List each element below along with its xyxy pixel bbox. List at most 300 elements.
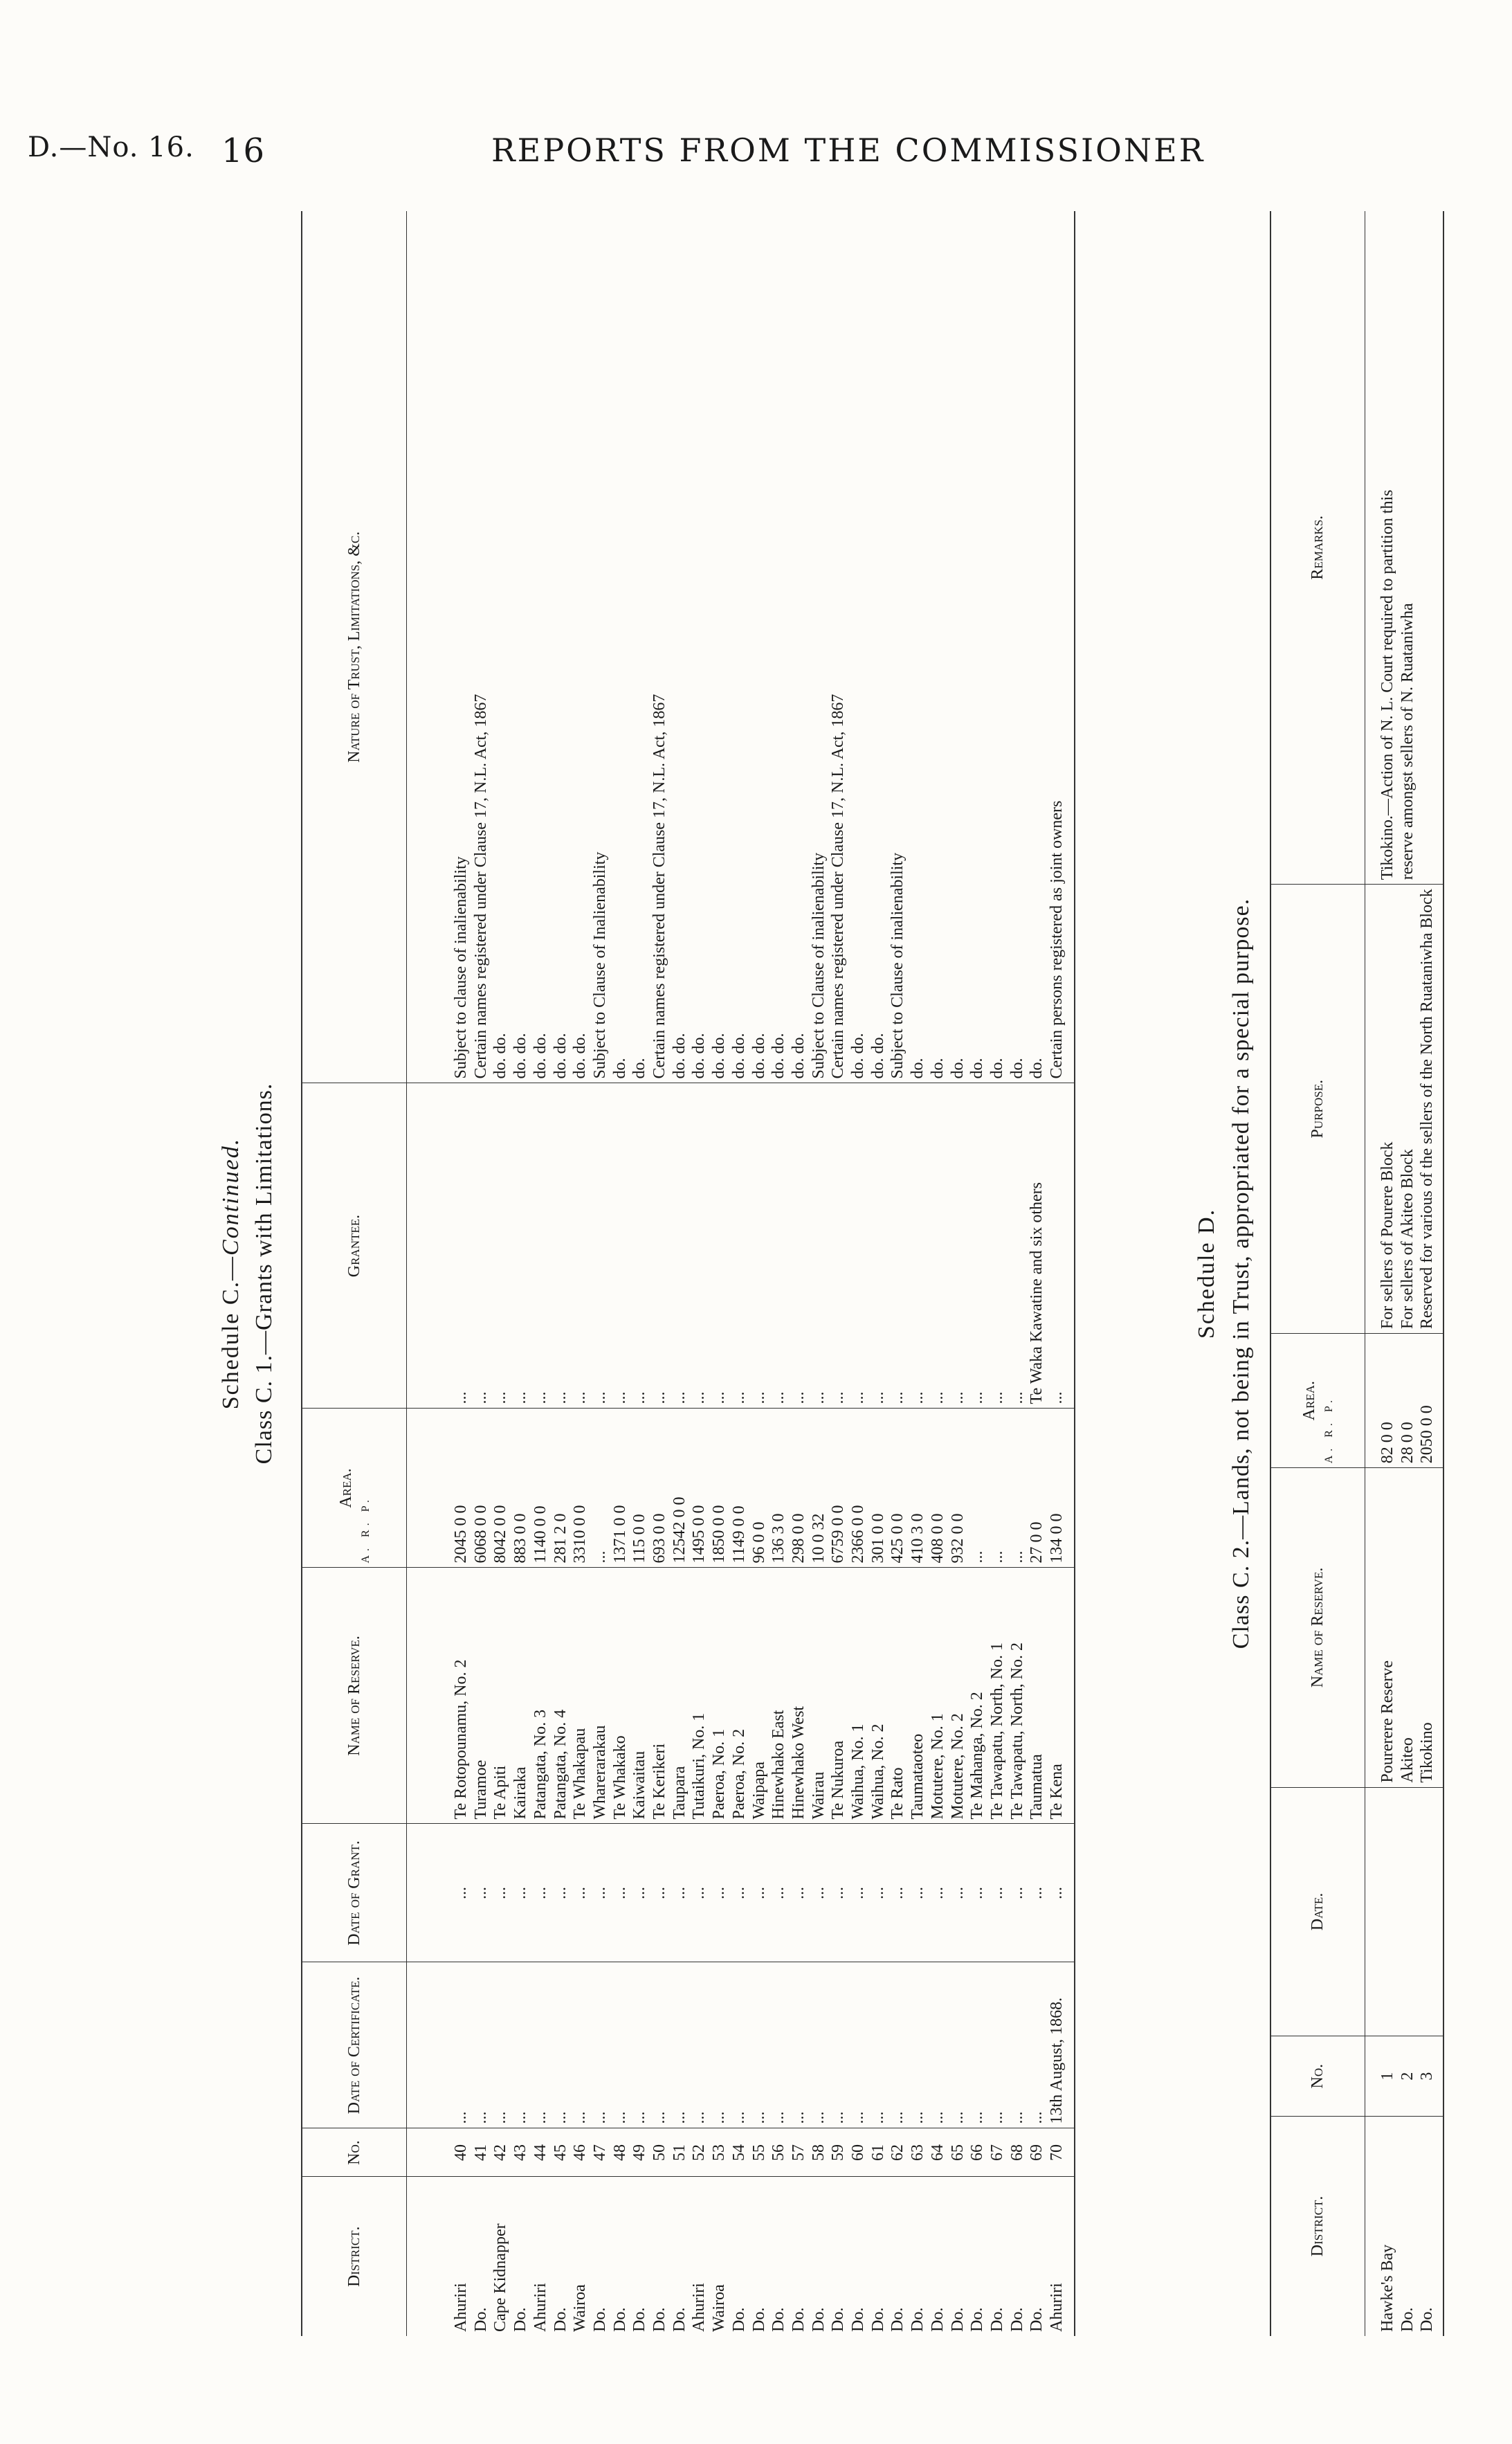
- cell-reserve: Taupara: [670, 1568, 690, 1824]
- cell-purpose: For sellers of Akiteo Block: [1398, 885, 1418, 1334]
- cell-area: 6759 0 0: [828, 1409, 848, 1568]
- cell-nature: Certain names registered under Clause 17, N.L. Act, 1867: [828, 211, 848, 1083]
- cell-no: 57: [789, 2128, 809, 2177]
- cell-no: 49: [630, 2128, 650, 2177]
- cell-reserve: Paeroa, No. 2: [729, 1568, 749, 1824]
- cell-cert: ...: [868, 1962, 889, 2128]
- table-row: [1417, 211, 1443, 2336]
- table-row: [1047, 211, 1075, 2336]
- cell-area: 281 2 0: [551, 1409, 571, 1568]
- cell-area: 12542 0 0: [670, 1409, 690, 1568]
- cell-district: Do.: [849, 2307, 868, 2332]
- cell-no: 68: [1008, 2128, 1028, 2177]
- cell-grant: ...: [531, 1824, 551, 1962]
- area-units: A. R. P.: [1323, 1395, 1335, 1464]
- cell-grantee: ...: [749, 1083, 769, 1409]
- cell-nature: do. do.: [689, 211, 709, 1083]
- cell-cert: ...: [908, 1962, 928, 2128]
- cell-grantee: Te Waka Kawatine and six others: [1027, 1083, 1047, 1409]
- table-row: [650, 211, 670, 2336]
- cell-purpose: For sellers of Pourere Block: [1365, 885, 1398, 1334]
- cell-grantee: ...: [848, 1083, 868, 1409]
- cell-district: Do.: [968, 2307, 987, 2332]
- cell-reserve: Kaiwaitau: [630, 1568, 650, 1824]
- cell-area: 1149 0 0: [729, 1409, 749, 1568]
- cell-nature: do. do.: [670, 211, 690, 1083]
- cell-area: 3310 0 0: [570, 1409, 590, 1568]
- cell-grant: ...: [1047, 1824, 1075, 1962]
- cell-area: 2045 0 0: [407, 1409, 471, 1568]
- table-row: [689, 211, 709, 2336]
- cell-district: Ahuriri: [1048, 2283, 1066, 2332]
- cell-nature: do. do.: [749, 211, 769, 1083]
- cell-nature: do. do.: [769, 211, 789, 1083]
- schedule-c-title: Schedule C.—Continued.: [218, 1137, 244, 1410]
- cell-grant: ...: [1027, 1824, 1047, 1962]
- table-row: [828, 211, 848, 2336]
- cell-area: 115 0 0: [630, 1409, 650, 1568]
- cell-date: [1365, 1787, 1398, 2036]
- cell-grantee: ...: [650, 1083, 670, 1409]
- cell-grantee: ...: [407, 1083, 471, 1409]
- table-row: [590, 211, 610, 2336]
- cell-reserve: Wairau: [809, 1568, 829, 1824]
- cell-grant: ...: [967, 1824, 987, 1962]
- cell-district: Do.: [889, 2307, 907, 2332]
- cell-district: Do.: [868, 2307, 887, 2332]
- cell-date: [1417, 1787, 1443, 2036]
- cell-nature: do. do.: [491, 211, 511, 1083]
- cell-reserve: Waihua, No. 1: [848, 1568, 868, 1824]
- cell-no: 43: [511, 2128, 531, 2177]
- schedule-d-title: Schedule D.: [1194, 1208, 1219, 1339]
- cell-district: Do.: [1008, 2307, 1026, 2332]
- cell-cert: ...: [948, 1962, 968, 2128]
- cell-cert: ...: [650, 1962, 670, 2128]
- cell-nature: do. do.: [848, 211, 868, 1083]
- col-no: No.: [302, 2128, 407, 2177]
- cell-no: 65: [948, 2128, 968, 2177]
- table-row: [729, 211, 749, 2336]
- cell-area: 82 0 0: [1365, 1334, 1398, 1468]
- cell-area: 10 0 32: [809, 1409, 829, 1568]
- cell-cert: ...: [670, 1962, 690, 2128]
- cell-grantee: ...: [590, 1083, 610, 1409]
- cell-nature: do. do.: [531, 211, 551, 1083]
- col-grantee: Grantee.: [302, 1083, 407, 1409]
- col-no: No.: [1270, 2036, 1365, 2116]
- cell-grant: ...: [570, 1824, 590, 1962]
- cell-grantee: ...: [610, 1083, 630, 1409]
- cell-no: 62: [888, 2128, 908, 2177]
- cell-nature: do. do.: [868, 211, 889, 1083]
- cell-no: 56: [769, 2128, 789, 2177]
- cell-cert: ...: [630, 1962, 650, 2128]
- cell-no: 52: [689, 2128, 709, 2177]
- cell-area: ...: [1008, 1409, 1028, 1568]
- cell-reserve: Patangata, No. 4: [551, 1568, 571, 1824]
- cell-grant: ...: [729, 1824, 749, 1962]
- table-row: [709, 211, 729, 2336]
- table-row: [948, 211, 968, 2336]
- cell-cert: ...: [809, 1962, 829, 2128]
- cell-grant: ...: [928, 1824, 948, 1962]
- cell-reserve: Hinewhako East: [769, 1568, 789, 1824]
- cell-grantee: ...: [709, 1083, 729, 1409]
- cell-no: 61: [868, 2128, 889, 2177]
- cell-no: 2: [1398, 2036, 1418, 2116]
- cell-grantee: ...: [868, 1083, 889, 1409]
- cell-district: Wairoa: [710, 2284, 729, 2332]
- cell-nature: do. do.: [729, 211, 749, 1083]
- cell-cert: ...: [407, 1962, 471, 2128]
- cell-area: 6068 0 0: [471, 1409, 491, 1568]
- table-row: [848, 211, 868, 2336]
- cell-area: 134 0 0: [1047, 1409, 1075, 1568]
- cell-district: Do.: [1398, 2307, 1417, 2332]
- cell-reserve: Patangata, No. 3: [531, 1568, 551, 1824]
- cell-area: 932 0 0: [948, 1409, 968, 1568]
- schedule-c-header-row: [302, 211, 407, 2336]
- cell-grantee: ...: [531, 1083, 551, 1409]
- cell-area: 1371 0 0: [610, 1409, 630, 1568]
- cell-cert: ...: [491, 1962, 511, 2128]
- cell-no: 63: [908, 2128, 928, 2177]
- cell-no: 69: [1027, 2128, 1047, 2177]
- cell-district: Do.: [471, 2307, 490, 2332]
- table-row: [570, 211, 590, 2336]
- cell-cert: ...: [888, 1962, 908, 2128]
- cell-area: 136 3 0: [769, 1409, 789, 1568]
- table-row: [630, 211, 650, 2336]
- cell-area: 1140 0 0: [531, 1409, 551, 1568]
- cell-area: ...: [590, 1409, 610, 1568]
- cell-area: 27 0 0: [1027, 1409, 1047, 1568]
- table-row: [987, 211, 1008, 2336]
- table-row: [511, 211, 531, 2336]
- cell-nature: do. do.: [570, 211, 590, 1083]
- table-row: [471, 211, 491, 2336]
- cell-district: Do.: [948, 2307, 967, 2332]
- cell-grantee: ...: [511, 1083, 531, 1409]
- cell-district: Wairoa: [571, 2284, 590, 2332]
- cell-reserve: Te Kerikeri: [650, 1568, 670, 1824]
- cell-remarks: [1417, 211, 1443, 885]
- cell-grant: ...: [407, 1824, 471, 1962]
- cell-nature: do. do.: [551, 211, 571, 1083]
- cell-reserve: Waihua, No. 2: [868, 1568, 889, 1824]
- table-row: [551, 211, 571, 2336]
- schedule-d-table: [1270, 211, 1444, 2336]
- cell-reserve: Paeroa, No. 1: [709, 1568, 729, 1824]
- cell-grant: ...: [828, 1824, 848, 1962]
- cell-area: 8042 0 0: [491, 1409, 511, 1568]
- cell-area: 410 3 0: [908, 1409, 928, 1568]
- cell-reserve: Tutaikuri, No. 1: [689, 1568, 709, 1824]
- cell-no: 59: [828, 2128, 848, 2177]
- cell-grant: ...: [868, 1824, 889, 1962]
- cell-cert: ...: [1027, 1962, 1047, 2128]
- cell-cert: ...: [828, 1962, 848, 2128]
- cell-cert: ...: [789, 1962, 809, 2128]
- table-row: [868, 211, 889, 2336]
- cell-area: 883 0 0: [511, 1409, 531, 1568]
- cell-district: Do.: [1418, 2307, 1437, 2332]
- cell-cert: ...: [590, 1962, 610, 2128]
- cell-district: Do.: [928, 2307, 947, 2332]
- table-row: [491, 211, 511, 2336]
- cell-nature: Certain names registered under Clause 17, N.L. Act, 1867: [650, 211, 670, 1083]
- cell-no: 58: [809, 2128, 829, 2177]
- cell-no: 40: [407, 2128, 471, 2177]
- col-area: Area. A. R. P.: [1270, 1334, 1365, 1468]
- table-row: [670, 211, 690, 2336]
- cell-area: ...: [987, 1409, 1008, 1568]
- cell-grant: ...: [908, 1824, 928, 1962]
- col-purpose: Purpose.: [1270, 885, 1365, 1334]
- cell-grantee: ...: [570, 1083, 590, 1409]
- cell-grantee: ...: [1008, 1083, 1028, 1409]
- cell-district: Do.: [650, 2307, 669, 2332]
- cell-district: Ahuriri: [452, 2283, 470, 2332]
- cell-reserve: Te Nukuroa: [828, 1568, 848, 1824]
- cell-grant: ...: [630, 1824, 650, 1962]
- cell-remarks: reserve amongst sellers of N. Ruataniwha: [1398, 211, 1418, 885]
- cell-cert: ...: [689, 1962, 709, 2128]
- cell-grantee: ...: [928, 1083, 948, 1409]
- cell-grant: ...: [987, 1824, 1008, 1962]
- cell-grantee: ...: [789, 1083, 809, 1409]
- cell-nature: do.: [967, 211, 987, 1083]
- cell-grantee: ...: [908, 1083, 928, 1409]
- cell-remarks: Tikokino.—Action of N. L. Court required to partition this: [1365, 211, 1398, 885]
- col-district: District.: [302, 2177, 407, 2336]
- cell-grantee: ...: [769, 1083, 789, 1409]
- cell-nature: do. do.: [789, 211, 809, 1083]
- cell-nature: Subject to Clause of inalienability: [809, 211, 829, 1083]
- cell-date: [1398, 1787, 1418, 2036]
- cell-grantee: ...: [888, 1083, 908, 1409]
- cell-grant: ...: [511, 1824, 531, 1962]
- cell-reserve: Te Whakako: [610, 1568, 630, 1824]
- col-date: Date.: [1270, 1787, 1365, 2036]
- cell-reserve: Te Whakapau: [570, 1568, 590, 1824]
- col-nature: Nature of Trust, Limitations, &c.: [302, 211, 407, 1083]
- cell-grant: ...: [491, 1824, 511, 1962]
- cell-district: Do.: [789, 2307, 808, 2332]
- cell-reserve: Taumataoteo: [908, 1568, 928, 1824]
- cell-district: Do.: [829, 2307, 848, 2332]
- table-row: [1008, 211, 1028, 2336]
- col-district: District.: [1270, 2116, 1365, 2336]
- cell-grant: ...: [670, 1824, 690, 1962]
- cell-grantee: ...: [689, 1083, 709, 1409]
- table-row: [1027, 211, 1047, 2336]
- schedule-c-table: [301, 211, 1075, 2336]
- cell-grantee: ...: [670, 1083, 690, 1409]
- cell-district: Do.: [511, 2307, 530, 2332]
- cell-grantee: ...: [729, 1083, 749, 1409]
- cell-grant: ...: [709, 1824, 729, 1962]
- cell-no: 45: [551, 2128, 571, 2177]
- cell-grant: ...: [650, 1824, 670, 1962]
- cell-nature: Certain persons registered as joint owners: [1047, 211, 1075, 1083]
- cell-reserve: Akiteo: [1398, 1468, 1418, 1787]
- cell-district: Do.: [909, 2307, 927, 2332]
- cell-grantee: ...: [1047, 1083, 1075, 1409]
- cell-area: 2366 0 0: [848, 1409, 868, 1568]
- cell-purpose: Reserved for various of the sellers of the North Ruataniwha Block: [1417, 885, 1443, 1334]
- cell-cert: ...: [610, 1962, 630, 2128]
- cell-no: 66: [967, 2128, 987, 2177]
- cell-grant: ...: [948, 1824, 968, 1962]
- cell-district: Do.: [987, 2307, 1006, 2332]
- cell-nature: do.: [908, 211, 928, 1083]
- cell-no: 48: [610, 2128, 630, 2177]
- cell-no: 54: [729, 2128, 749, 2177]
- cell-cert: ...: [511, 1962, 531, 2128]
- cell-cert: ...: [987, 1962, 1008, 2128]
- cell-cert: ...: [729, 1962, 749, 2128]
- table-row: [1365, 211, 1398, 2336]
- cell-area: 1495 0 0: [689, 1409, 709, 1568]
- cell-nature: Certain names registered under Clause 17, N.L. Act, 1867: [471, 211, 491, 1083]
- cell-no: 47: [590, 2128, 610, 2177]
- cell-district: Do.: [670, 2307, 689, 2332]
- cell-reserve: Te Mahanga, No. 2: [967, 1568, 987, 1824]
- cell-reserve: Motutere, No. 1: [928, 1568, 948, 1824]
- cell-cert: ...: [848, 1962, 868, 2128]
- cell-district: Do.: [809, 2307, 828, 2332]
- cell-reserve: Te Apiti: [491, 1568, 511, 1824]
- col-date-grant: Date of Grant.: [302, 1824, 407, 1962]
- cell-no: 55: [749, 2128, 769, 2177]
- table-row: [610, 211, 630, 2336]
- cell-district: Do.: [590, 2307, 609, 2332]
- table-row: [809, 211, 829, 2336]
- cell-area: 28 0 0: [1398, 1334, 1418, 1468]
- cell-grantee: ...: [948, 1083, 968, 1409]
- cell-grant: ...: [848, 1824, 868, 1962]
- col-name-reserve: Name of Reserve.: [1270, 1468, 1365, 1787]
- cell-no: 64: [928, 2128, 948, 2177]
- cell-grant: ...: [610, 1824, 630, 1962]
- col-name-reserve: Name of Reserve.: [302, 1568, 407, 1824]
- cell-cert: ...: [749, 1962, 769, 2128]
- rotated-content: [204, 211, 1512, 2336]
- cell-district: Ahuriri: [531, 2283, 549, 2332]
- cell-district: Do.: [769, 2307, 788, 2332]
- cell-area: 96 0 0: [749, 1409, 769, 1568]
- cell-nature: do.: [1027, 211, 1047, 1083]
- table-row: [769, 211, 789, 2336]
- cell-reserve: Hinewhako West: [789, 1568, 809, 1824]
- cell-no: 41: [471, 2128, 491, 2177]
- cell-no: 1: [1365, 2036, 1398, 2116]
- cell-reserve: Te Rotopounamu, No. 2: [407, 1568, 471, 1824]
- cell-cert: ...: [471, 1962, 491, 2128]
- cell-area: 425 0 0: [888, 1409, 908, 1568]
- cell-district: Do.: [729, 2307, 748, 2332]
- table-row: [531, 211, 551, 2336]
- cell-district: Cape Kidnapper: [491, 2223, 510, 2332]
- cell-reserve: Motutere, No. 2: [948, 1568, 968, 1824]
- cell-cert: 13th August, 1868.: [1047, 1962, 1075, 2128]
- table-row: [967, 211, 987, 2336]
- cell-reserve: Taumatua: [1027, 1568, 1047, 1824]
- cell-district: Do.: [1028, 2307, 1046, 2332]
- cell-no: 53: [709, 2128, 729, 2177]
- area-units: A. R. P.: [359, 1496, 372, 1564]
- cell-no: 46: [570, 2128, 590, 2177]
- cell-nature: do.: [987, 211, 1008, 1083]
- cell-reserve: Pourerere Reserve: [1365, 1468, 1398, 1787]
- table-row: [1398, 211, 1418, 2336]
- cell-nature: Subject to Clause of Inalienability: [590, 211, 610, 1083]
- cell-nature: do.: [610, 211, 630, 1083]
- cell-grantee: ...: [967, 1083, 987, 1409]
- cell-reserve: Te Kena: [1047, 1568, 1075, 1824]
- cell-district: Do.: [610, 2307, 629, 2332]
- cell-grant: ...: [551, 1824, 571, 1962]
- cell-area: 693 0 0: [650, 1409, 670, 1568]
- cell-no: 70: [1047, 2128, 1075, 2177]
- cell-reserve: Turamoe: [471, 1568, 491, 1824]
- cell-no: 3: [1417, 2036, 1443, 2116]
- cell-nature: do. do.: [511, 211, 531, 1083]
- cell-cert: ...: [967, 1962, 987, 2128]
- cell-grantee: ...: [809, 1083, 829, 1409]
- class-c2-title: Class C. 2.—Lands, not being in Trust, appropriated for a special purpose.: [1228, 898, 1254, 1649]
- cell-grant: ...: [749, 1824, 769, 1962]
- cell-grant: ...: [1008, 1824, 1028, 1962]
- cell-reserve: Tikokino: [1417, 1468, 1443, 1787]
- cell-nature: do.: [1008, 211, 1028, 1083]
- cell-grant: ...: [888, 1824, 908, 1962]
- cell-nature: Subject to Clause of inalienability: [888, 211, 908, 1083]
- page-header: [0, 132, 1512, 187]
- cell-reserve: Te Rato: [888, 1568, 908, 1824]
- cell-grant: ...: [689, 1824, 709, 1962]
- class-c1-title: Class C. 1.—Grants with Limitations.: [251, 1083, 277, 1465]
- table-row: [749, 211, 769, 2336]
- document-reference: D.—No. 16.: [28, 132, 194, 163]
- cell-reserve: Te Tawapatu, North, No. 1: [987, 1568, 1008, 1824]
- cell-no: 42: [491, 2128, 511, 2177]
- cell-grantee: ...: [471, 1083, 491, 1409]
- table-row: [789, 211, 809, 2336]
- cell-cert: ...: [709, 1962, 729, 2128]
- cell-reserve: Waipapa: [749, 1568, 769, 1824]
- cell-grant: ...: [471, 1824, 491, 1962]
- schedule-d-header-row: [1270, 211, 1365, 2336]
- page-number: 16: [221, 132, 266, 170]
- cell-cert: ...: [531, 1962, 551, 2128]
- cell-no: 60: [848, 2128, 868, 2177]
- cell-nature: do.: [928, 211, 948, 1083]
- cell-grant: ...: [809, 1824, 829, 1962]
- cell-no: 51: [670, 2128, 690, 2177]
- cell-no: 44: [531, 2128, 551, 2177]
- cell-grantee: ...: [828, 1083, 848, 1409]
- cell-no: 67: [987, 2128, 1008, 2177]
- cell-reserve: Te Tawapatu, North, No. 2: [1008, 1568, 1028, 1824]
- table-row: [928, 211, 948, 2336]
- cell-nature: do. do.: [709, 211, 729, 1083]
- col-area: Area. A. R. P.: [302, 1409, 407, 1568]
- table-row: [908, 211, 928, 2336]
- cell-grantee: ...: [491, 1083, 511, 1409]
